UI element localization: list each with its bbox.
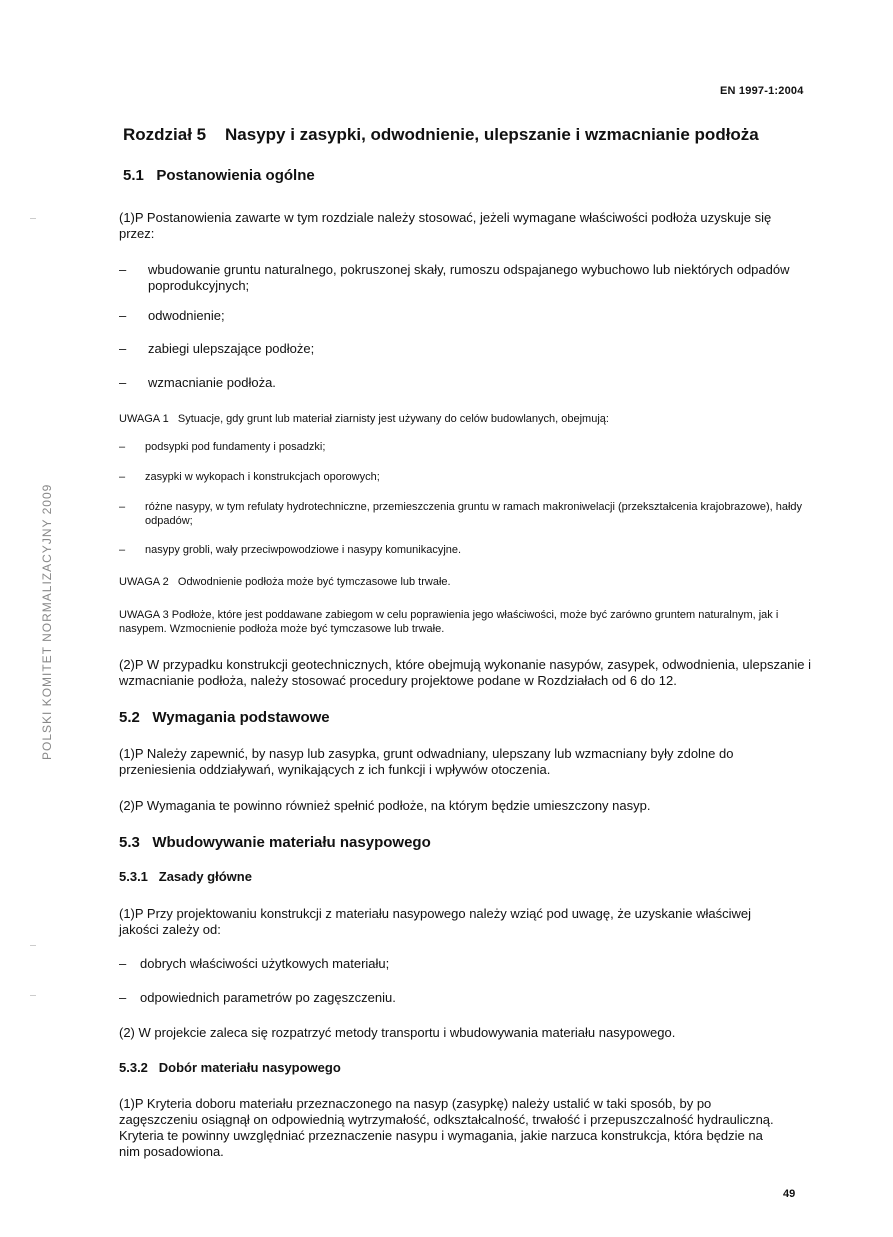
page-number: 49 <box>783 1188 796 1200</box>
note-list-item: – podsypki pod fundamenty i posadzki; <box>119 441 326 453</box>
note-2: UWAGA 2 Odwodnienie podłoża może być tymczasowe lub trwałe. <box>119 576 451 588</box>
note-list-item: – różne nasypy, w tym refulaty hydrotechniczne, przemieszczenia gruntu w ramach makroniwelacji (przekształcenia krajobrazowe), hałdy odpadów; <box>119 501 803 527</box>
list-item: – odpowiednich parametrów po zagęszczeniu. <box>119 990 396 1005</box>
paragraph: (1)P Postanowienia zawarte w tym rozdziale należy stosować, jeżeli wymagane właściwości podłoża uzyskuje się przez: <box>119 210 772 241</box>
list-item: – odwodnienie; <box>119 308 225 323</box>
margin-mark <box>30 945 36 946</box>
list-item: – dobrych właściwości użytkowych materiału; <box>119 956 390 971</box>
chapter-title: Rozdział 5 Nasypy i zasypki, odwodnienie, ulepszanie i wzmacnianie podłoża <box>123 125 759 144</box>
margin-mark <box>30 218 36 219</box>
margin-mark <box>30 995 36 996</box>
section-5-3-2-title: 5.3.2 Dobór materiału nasypowego <box>119 1060 341 1075</box>
paragraph: (1)P Kryteria doboru materiału przeznaczonego na nasyp (zasypkę) należy ustalić w taki sposób, by po zagęszczeniu osiągnął on odpowiednią wytrzymałość, odkształcalność, trwałość i przepuszczalność hydrauliczną. Kryteria te powinny uwzględniać przeznaczenie nasypu i wymagania, jakie narzuca konstrukcja, która będzie na nim posadowiona. <box>119 1096 774 1159</box>
section-5-3-1-title: 5.3.1 Zasady główne <box>119 869 252 884</box>
section-5-1-title: 5.1 Postanowienia ogólne <box>123 167 315 184</box>
list-item: – wbudowanie gruntu naturalnego, pokruszonej skały, rumoszu odspajanego wybuchowo lub niektórych odpadów poprodukcyjnych; <box>119 262 790 293</box>
section-5-3-title: 5.3 Wbudowywanie materiału nasypowego <box>119 834 431 851</box>
paragraph: (2)P Wymagania te powinno również spełnić podłoże, na którym będzie umieszczony nasyp. <box>119 798 651 813</box>
paragraph: (2) W projekcie zaleca się rozpatrzyć metody transportu i wbudowywania materiału nasypowego. <box>119 1025 676 1040</box>
paragraph: (1)P Należy zapewnić, by nasyp lub zasypka, grunt odwadniany, ulepszany lub wzmacniany były zdolne do przeniesienia oddziaływań, wynikających z ich funkcji i wpływów otoczenia. <box>119 746 734 777</box>
section-5-2-title: 5.2 Wymagania podstawowe <box>119 709 330 726</box>
side-watermark: POLSKI KOMITET NORMALIZACYJNY 2009 <box>40 483 54 760</box>
document-id: EN 1997-1:2004 <box>720 85 804 97</box>
note-list-item: – nasypy grobli, wały przeciwpowodziowe i nasypy komunikacyjne. <box>119 544 462 556</box>
list-item: – wzmacnianie podłoża. <box>119 375 276 390</box>
note-1: UWAGA 1 Sytuacje, gdy grunt lub materiał ziarnisty jest używany do celów budowlanych, obejmują: <box>119 413 609 425</box>
list-item: – zabiegi ulepszające podłoże; <box>119 341 315 356</box>
note-3: UWAGA 3 Podłoże, które jest poddawane zabiegom w celu poprawienia jego właściwości, może być zarówno gruntem naturalnym, jak i nasypem. Wzmocnienie podłoża może być tymczasowe lub trwałe. <box>119 609 779 635</box>
paragraph: (1)P Przy projektowaniu konstrukcji z materiału nasypowego należy wziąć pod uwagę, że uzyskanie właściwej jakości zależy od: <box>119 906 751 937</box>
note-list-item: – zasypki w wykopach i konstrukcjach oporowych; <box>119 471 380 483</box>
paragraph: (2)P W przypadku konstrukcji geotechnicznych, które obejmują wykonanie nasypów, zasypek, odwodnienia, ulepszanie i wzmacnianie podłoża, należy stosować procedury projektowe podane w Rozdziałach od 6 do 12. <box>119 657 812 688</box>
